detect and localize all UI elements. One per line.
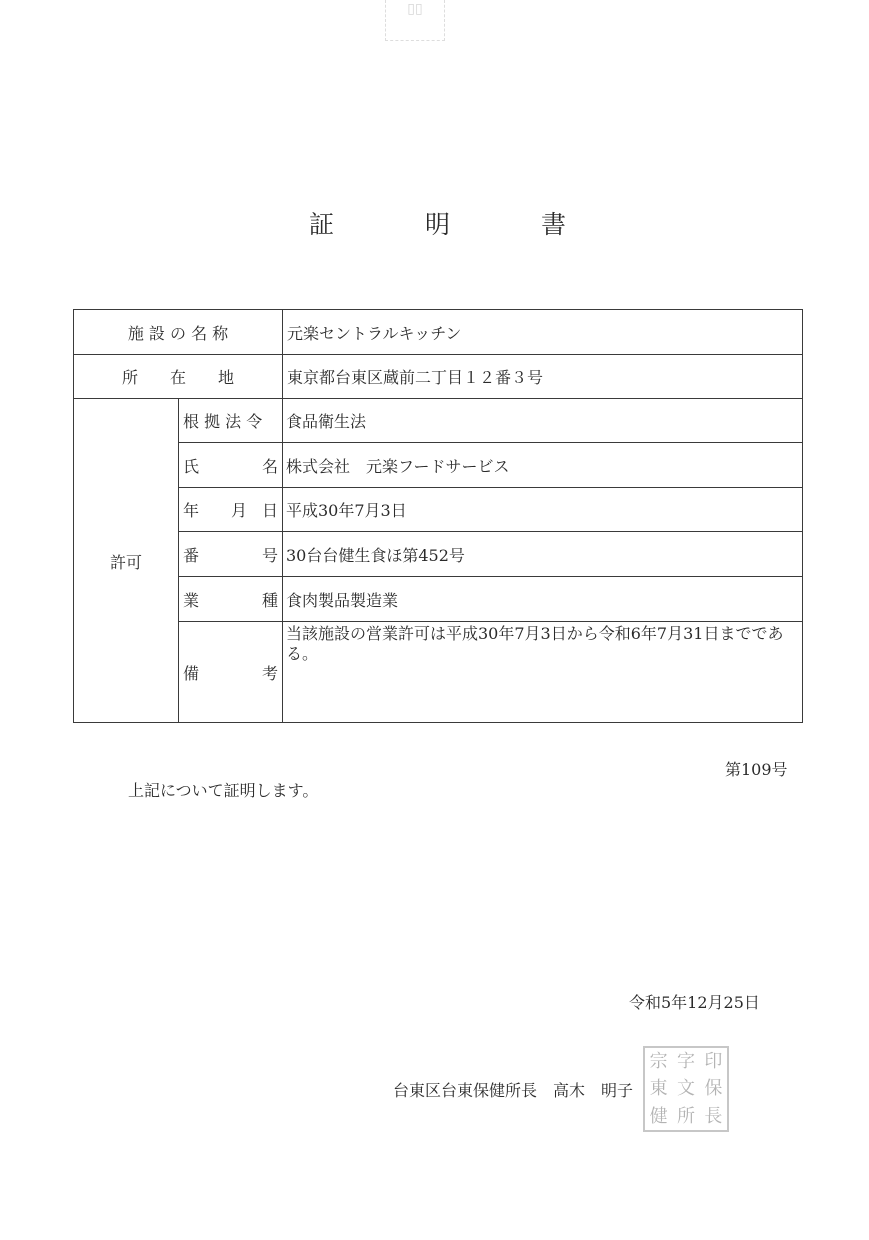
issuer-office: 台東区台東保健所長 xyxy=(393,1081,538,1100)
label-text: 名 xyxy=(261,456,278,476)
issuer-signature xyxy=(393,1078,633,1101)
row-location xyxy=(74,355,802,399)
seal-char: 字 xyxy=(676,1051,695,1072)
location-label: 所 在 地 xyxy=(74,355,283,398)
location-value: 東京都台東区蔵前二丁目１２番３号 xyxy=(287,368,544,387)
remarks-value: 当該施設の営業許可は平成30年7月3日から令和6年7月31日までである。 xyxy=(286,624,784,663)
facility-name-value: 元楽セントラルキッチン xyxy=(287,323,462,343)
label-text: 番 xyxy=(183,545,200,565)
holder-name-value: 株式会社 元楽フードサービス xyxy=(286,456,510,476)
permit-date-label xyxy=(179,488,283,531)
faint-stamp-mark: ▯▯ xyxy=(385,0,445,41)
issuer-surname: 高木 xyxy=(553,1081,586,1100)
title-char: 明 xyxy=(424,210,450,239)
row-facility-name xyxy=(74,310,802,355)
document-title xyxy=(0,205,869,241)
official-seal-stamp xyxy=(643,1046,729,1132)
label-text: 備 xyxy=(183,664,200,683)
certification-statement: 上記について証明します。 xyxy=(128,781,319,800)
label-text: 考 xyxy=(261,664,278,683)
seal-char: 健 xyxy=(649,1105,668,1127)
label-text: 氏 xyxy=(183,456,200,476)
holder-name-label xyxy=(179,443,283,487)
row-permit-number xyxy=(179,532,802,577)
title-char: 証 xyxy=(308,210,334,239)
row-legal-basis xyxy=(179,399,802,443)
issue-date: 令和5年12月25日 xyxy=(629,993,760,1012)
permit-number-value: 30台台健生食ほ第452号 xyxy=(286,545,465,565)
legal-basis-label xyxy=(179,399,283,442)
seal-char: 保 xyxy=(704,1078,723,1100)
permit-label: 許可 xyxy=(74,399,179,723)
row-permit-date xyxy=(179,488,802,532)
permit-date-value: 平成30年7月3日 xyxy=(286,501,407,520)
business-type-label xyxy=(179,577,283,621)
row-business-type xyxy=(179,577,802,622)
remarks-label xyxy=(179,622,283,723)
title-char: 書 xyxy=(540,210,566,239)
seal-char: 所 xyxy=(676,1105,695,1127)
label-text: 根 拠 法 令 xyxy=(183,412,263,431)
facility-name-label: 施 設 の 名 称 xyxy=(74,310,283,354)
seal-char: 宗 xyxy=(649,1051,668,1072)
label-text: 日 xyxy=(261,501,278,520)
label-text: 号 xyxy=(261,545,278,565)
issuer-given-name: 明子 xyxy=(601,1081,634,1100)
document-number: 第109号 xyxy=(725,760,788,779)
row-holder-name xyxy=(179,443,802,488)
certificate-table xyxy=(73,309,803,723)
seal-char: 文 xyxy=(676,1078,695,1100)
seal-char: 長 xyxy=(704,1105,723,1127)
label-text: 年 月 xyxy=(183,501,248,520)
row-remarks xyxy=(179,622,802,723)
business-type-value: 食肉製品製造業 xyxy=(286,590,399,610)
label-text: 業 xyxy=(183,590,200,610)
permit-number-label xyxy=(179,532,283,576)
label-text: 種 xyxy=(261,590,278,610)
seal-char: 東 xyxy=(649,1078,668,1100)
legal-basis-value: 食品衛生法 xyxy=(286,412,367,431)
seal-char: 印 xyxy=(704,1051,723,1072)
